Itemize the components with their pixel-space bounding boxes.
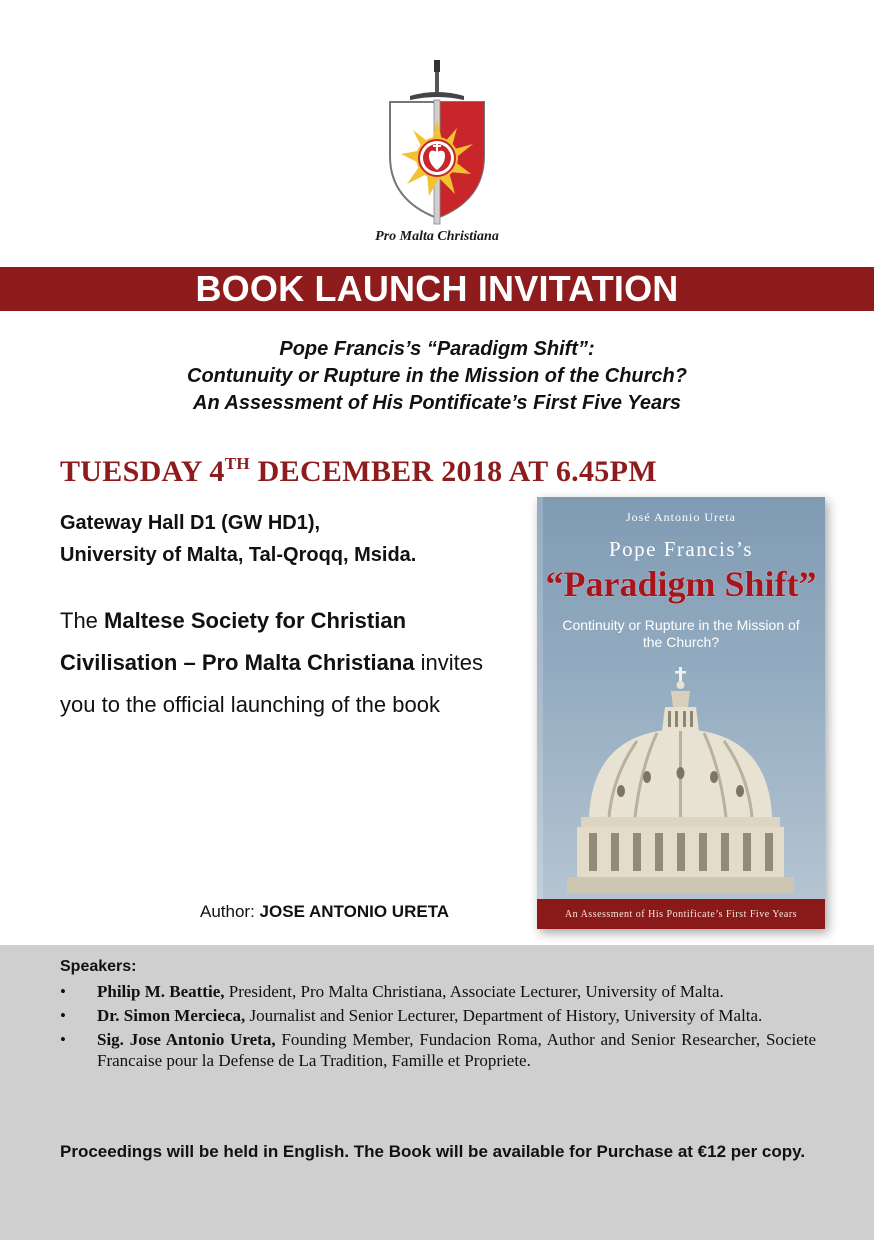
- invite-the: The: [60, 608, 105, 633]
- date-rest: DECEMBER 2018 AT 6.45PM: [249, 455, 657, 488]
- speaker-name: Sig. Jose Antonio Ureta,: [97, 1030, 276, 1049]
- book-cover-author: José Antonio Ureta: [626, 510, 736, 524]
- speakers-list: [60, 981, 816, 1074]
- book-cover: [537, 497, 825, 929]
- bullet-icon: •: [60, 1030, 66, 1049]
- speaker-desc: Journalist and Senior Lecturer, Department of History, University of Malta.: [245, 1006, 763, 1025]
- proceedings-note: Proceedings will be held in English. The Book will be available for Purchase at €12 per copy.: [60, 1142, 806, 1161]
- book-cover-title-1: Pope Francis’s: [608, 537, 754, 561]
- book-cover-title-2: “Paradigm Shift”: [545, 564, 817, 604]
- speaker-item: [60, 1029, 816, 1071]
- speaker-name: Philip M. Beattie,: [97, 982, 225, 1001]
- speaker-name: Dr. Simon Mercieca,: [97, 1006, 246, 1025]
- speaker-desc: President, Pro Malta Christiana, Associate Lecturer, University of Malta.: [224, 982, 724, 1001]
- pro-malta-christiana-logo-icon: [380, 58, 494, 230]
- date-prefix: TUESDAY 4: [60, 455, 225, 488]
- subtitle-line-2: Contunuity or Rupture in the Mission of the Church?: [187, 365, 687, 387]
- org-name: Pro Malta Christiana: [375, 229, 499, 244]
- venue-line-2: University of Malta, Tal-Qroqq, Msida.: [60, 544, 417, 566]
- speaker-desc: Founding Member, Fundacion Roma, Author and Senior Researcher, Societe Francaise pour la Defense de La Tradition, Famille et Propriete.: [97, 1030, 816, 1070]
- bullet-icon: •: [60, 1006, 66, 1025]
- banner-title: BOOK LAUNCH INVITATION: [195, 268, 679, 309]
- author-label: Author:: [200, 902, 260, 921]
- author-name: JOSE ANTONIO URETA: [259, 902, 450, 921]
- invite-society: Maltese Society for Christian Civilisation – Pro Malta Christiana: [60, 608, 415, 675]
- invite-paragraph: [60, 600, 500, 726]
- date-suffix-sup: TH: [224, 454, 250, 473]
- banner: [0, 267, 874, 311]
- st-peters-dome-icon: [537, 667, 825, 893]
- speaker-item: [60, 1005, 816, 1026]
- book-cover-subtitle: Continuity or Rupture in the Mission of the Church?: [562, 617, 800, 650]
- subtitle-line-1: Pope Francis’s “Paradigm Shift”:: [279, 338, 595, 360]
- speakers-heading: Speakers:: [60, 958, 137, 975]
- author-line: [200, 902, 520, 922]
- book-cover-band: An Assessment of His Pontificate’s First Five Years: [537, 899, 825, 929]
- event-venue: [60, 507, 530, 571]
- venue-line-1: Gateway Hall D1 (GW HD1),: [60, 512, 321, 534]
- subtitle-line-3: An Assessment of His Pontificate’s First Five Years: [193, 392, 681, 414]
- event-date: [60, 455, 840, 489]
- bullet-icon: •: [60, 982, 66, 1001]
- invite-rest: invites you to the official launching of the book: [60, 650, 484, 717]
- book-subtitle-block: [0, 336, 874, 417]
- speaker-item: [60, 981, 816, 1002]
